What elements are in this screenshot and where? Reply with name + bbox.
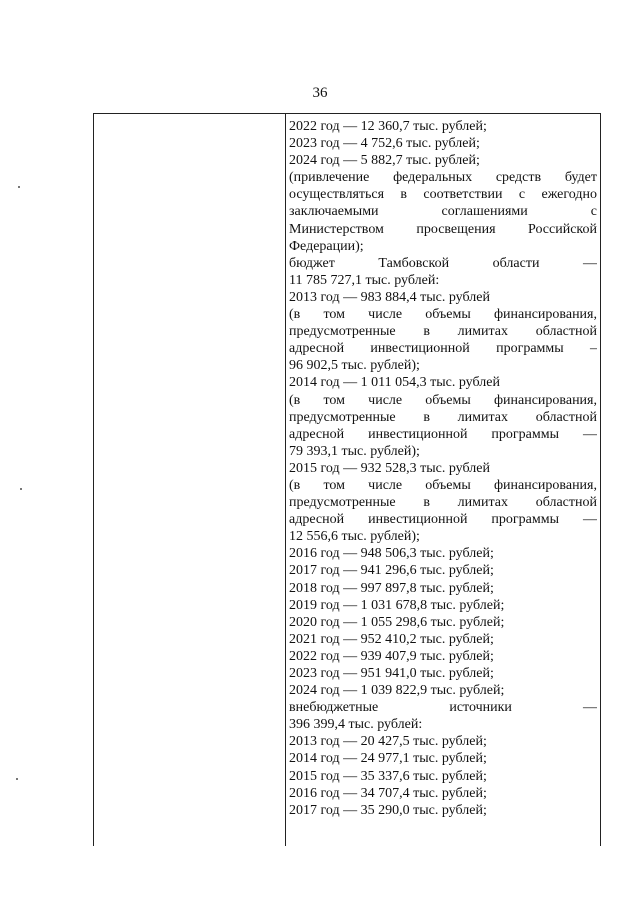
text-line: 2015 год — 35 337,6 тыс. рублей; xyxy=(289,768,487,784)
text-line: 2019 год — 1 031 678,8 тыс. рублей; xyxy=(289,597,505,613)
text-line: 2024 год — 1 039 822,9 тыс. рублей; xyxy=(289,683,505,699)
text-line: бюджет Тамбовской области — xyxy=(289,255,597,271)
text-line: 2022 год — 12 360,7 тыс. рублей; xyxy=(289,119,487,134)
text-line: (привлечение федеральных средств будет xyxy=(289,170,597,186)
text-line: адресной инвестиционной программы — xyxy=(289,512,597,528)
text-line: 12 556,6 тыс. рублей); xyxy=(289,529,420,545)
text-line: 2023 год — 951 941,0 тыс. рублей; xyxy=(289,666,494,681)
text-line: 11 785 727,1 тыс. рублей: xyxy=(289,272,440,288)
page-number: 36 xyxy=(312,85,328,101)
text-line: 2020 год — 1 055 298,6 тыс. рублей; xyxy=(289,614,505,630)
text-line: (в том числе объемы финансирования, xyxy=(289,307,597,323)
text-line: 79 393,1 тыс. рублей); xyxy=(289,443,420,459)
table-column-divider xyxy=(285,114,286,846)
text-line: адресной инвестиционной программы – xyxy=(289,341,597,357)
text-line: 2016 год — 948 506,3 тыс. рублей; xyxy=(289,546,494,562)
text-line: предусмотренные в лимитах областной xyxy=(289,495,597,511)
text-line: 2015 год — 932 528,3 тыс. рублей xyxy=(289,460,490,476)
scan-mark xyxy=(20,488,22,490)
text-line: 2023 год — 4 752,6 тыс. рублей; xyxy=(289,136,480,152)
text-line: предусмотренные в лимитах областной xyxy=(289,324,597,340)
text-line: 2014 год — 24 977,1 тыс. рублей; xyxy=(289,751,487,767)
table-left-cell xyxy=(94,114,285,846)
scan-mark xyxy=(16,778,18,780)
text-line: 2013 год — 983 884,4 тыс. рублей xyxy=(289,289,490,305)
text-line: 2013 год — 20 427,5 тыс. рублей; xyxy=(289,734,487,750)
text-line: осуществляться в соответствии с ежегодно xyxy=(289,187,597,203)
text-line: адресной инвестиционной программы — xyxy=(289,426,597,442)
text-line: Федерации); xyxy=(289,238,364,254)
text-line: 2021 год — 952 410,2 тыс. рублей; xyxy=(289,631,494,647)
text-line: (в том числе объемы финансирования, xyxy=(289,392,597,408)
text-line: внебюджетные источники — xyxy=(289,700,597,716)
text-line: 2014 год — 1 011 054,3 тыс. рублей xyxy=(289,375,500,391)
scan-mark xyxy=(18,186,20,188)
text-line: 2022 год — 939 407,9 тыс. рублей; xyxy=(289,648,494,664)
text-line: 2017 год — 941 296,6 тыс. рублей; xyxy=(289,563,494,579)
text-line: предусмотренные в лимитах областной xyxy=(289,409,597,425)
text-line: 2018 год — 997 897,8 тыс. рублей; xyxy=(289,580,494,596)
funding-table xyxy=(93,113,601,846)
text-line: (в том числе объемы финансирования, xyxy=(289,477,597,493)
text-line: 396 399,4 тыс. рублей: xyxy=(289,717,423,733)
text-line: 2024 год — 5 882,7 тыс. рублей; xyxy=(289,153,480,169)
text-line: 96 902,5 тыс. рублей); xyxy=(289,358,420,374)
table-right-cell xyxy=(289,118,597,819)
text-line: заключаемыми соглашениями с xyxy=(289,204,597,220)
text-line: 2016 год — 34 707,4 тыс. рублей; xyxy=(289,785,487,801)
text-line: Министерством просвещения Российской xyxy=(289,221,597,237)
text-line: 2017 год — 35 290,0 тыс. рублей; xyxy=(289,802,487,818)
